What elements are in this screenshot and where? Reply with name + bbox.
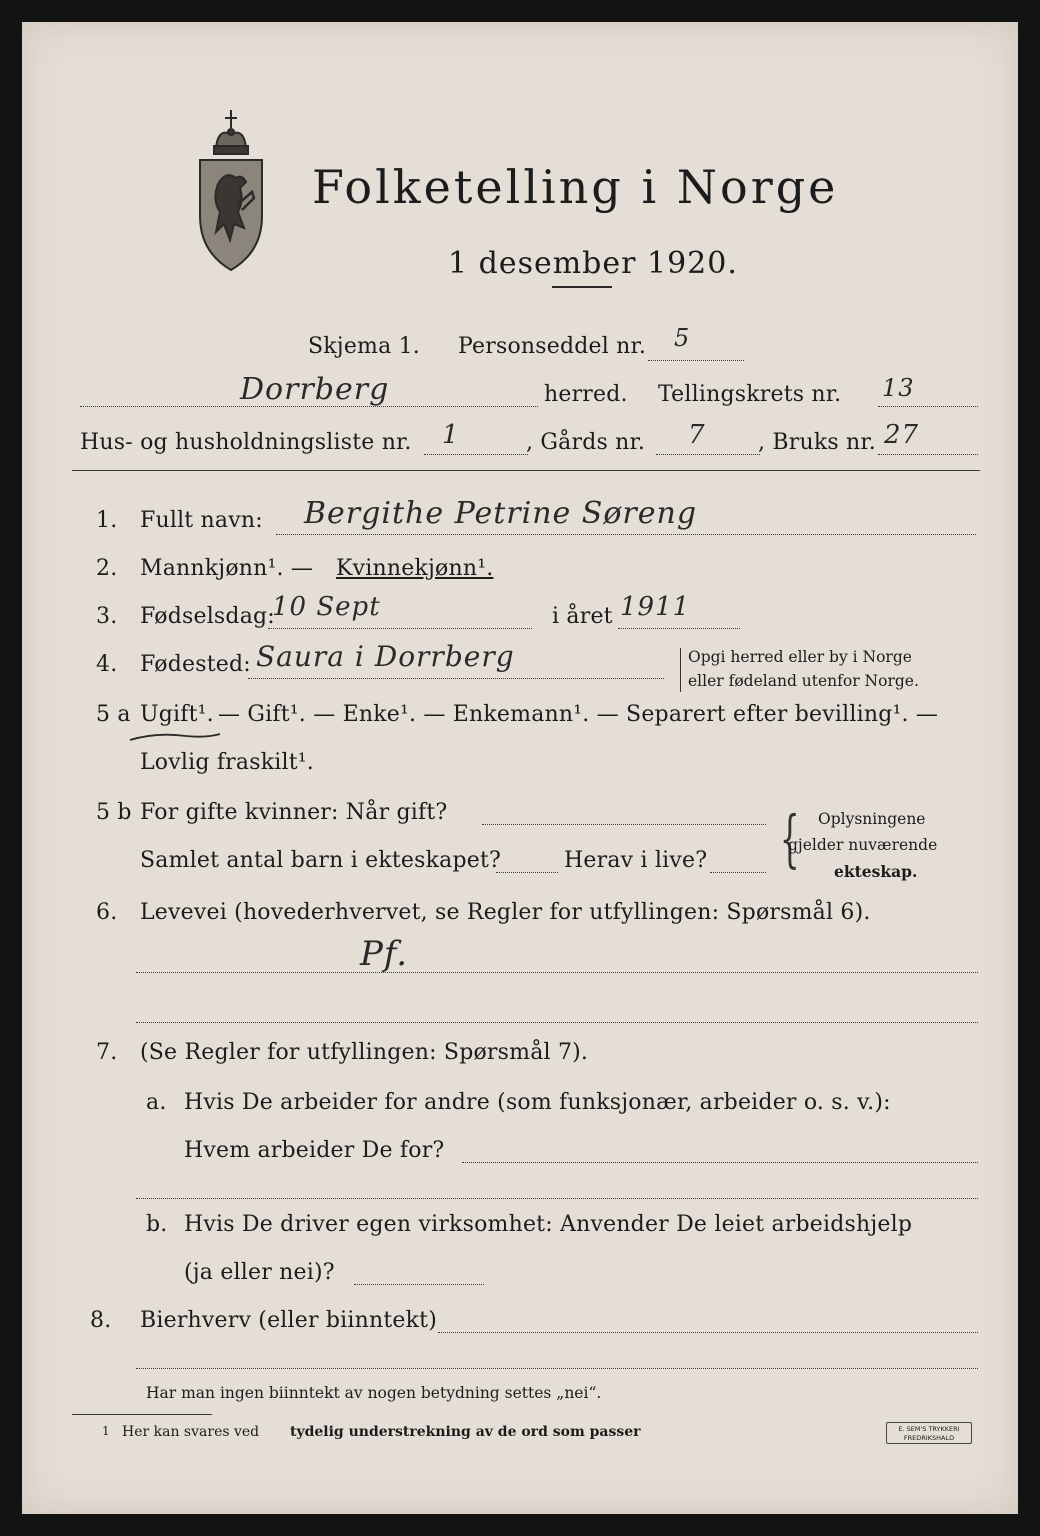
q7a-answer-line: [462, 1162, 978, 1163]
tellingskrets-line: [878, 406, 978, 407]
q4-number: 4.: [96, 652, 118, 677]
q5b-note-line2: gjelder nuværende: [788, 836, 938, 854]
q4-note-line1: Opgi herred eller by i Norge: [688, 648, 912, 666]
q7a-extra-line: [136, 1198, 978, 1199]
gender-male-option[interactable]: Mannkjønn¹. —: [140, 556, 314, 581]
q5b-children-label: Samlet antal barn i ekteskapet?: [140, 848, 502, 873]
q7b-letter: b.: [146, 1212, 168, 1237]
q5a-number: 5 a: [96, 702, 131, 727]
q6-label: Levevei (hovederhvervet, se Regler for utfyllingen: Spørsmål 6).: [140, 900, 871, 925]
footnote-text-plain: Her kan svares ved: [122, 1424, 260, 1440]
title-divider: [552, 286, 612, 288]
full-name-value[interactable]: Bergithe Petrine Søreng: [304, 496, 698, 531]
q8-label: Bierhverv (eller biinntekt): [140, 1308, 438, 1333]
underline-mark-icon: [126, 728, 226, 748]
footnote-text-bold: tydelig understrekning av de ord som passer: [290, 1424, 641, 1440]
q4-line: [248, 678, 664, 679]
q8-line1: [438, 1332, 978, 1333]
footnote-mark: 1: [102, 1424, 110, 1438]
q7a-line1: Hvis De arbeider for andre (som funksjonær, arbeider o. s. v.):: [184, 1090, 891, 1115]
q7b-line2: (ja eller nei)?: [184, 1260, 335, 1285]
q5b-number: 5 b: [96, 800, 132, 825]
q8-note: Har man ingen biinntekt av nogen betydning settes „nei“.: [146, 1384, 602, 1402]
q5b-note-line1: Oplysningene: [818, 810, 926, 828]
q2-number: 2.: [96, 556, 118, 581]
q7b-line1: Hvis De driver egen virksomhet: Anvender De leiet arbeidshjelp: [184, 1212, 913, 1237]
birthday-value[interactable]: 10 Sept: [272, 592, 381, 622]
q3-number: 3.: [96, 604, 118, 629]
q3-label: Fødselsdag:: [140, 604, 275, 629]
personseddel-value[interactable]: 5: [674, 324, 691, 352]
q1-line: [276, 534, 976, 535]
schema-label: Skjema 1.: [308, 334, 421, 359]
q5b-note-line3: ekteskap.: [834, 862, 918, 881]
personseddel-label: Personseddel nr.: [458, 334, 647, 359]
q5b-married-when-label: For gifte kvinner: Når gift?: [140, 800, 448, 825]
q7-number: 7.: [96, 1040, 118, 1065]
q6-number: 6.: [96, 900, 118, 925]
q5b-alive-line: [710, 872, 766, 873]
gards-line: [656, 454, 760, 455]
q3-year-label: i året: [552, 604, 613, 629]
gards-value[interactable]: 7: [688, 420, 706, 450]
q7-label: (Se Regler for utfyllingen: Spørsmål 7).: [140, 1040, 589, 1065]
printer-stamp: [886, 1422, 972, 1444]
bruks-value[interactable]: 27: [884, 420, 920, 450]
hus-value[interactable]: 1: [442, 420, 460, 450]
gards-label: , Gårds nr.: [526, 430, 646, 455]
form-title: Folketelling i Norge: [312, 160, 839, 214]
bruks-line: [878, 454, 978, 455]
printer-stamp-line1: E. SEM'S TRYKKERI: [898, 1425, 960, 1433]
civil-status-options[interactable]: — Gift¹. — Enke¹. — Enkemann¹. — Separert efter bevilling¹. —: [218, 702, 939, 727]
printer-stamp-line2: FREDRIKSHALD: [903, 1434, 955, 1442]
q3-year-line: [618, 628, 740, 629]
q5b-married-when-line: [482, 824, 766, 825]
tellingskrets-value[interactable]: 13: [882, 374, 915, 402]
q8-number: 8.: [90, 1308, 112, 1333]
herred-value[interactable]: Dorrberg: [240, 372, 390, 407]
birthplace-value[interactable]: Saura i Dorrberg: [256, 640, 515, 673]
q1-number: 1.: [96, 508, 118, 533]
hus-line: [424, 454, 528, 455]
coat-of-arms-icon: [190, 104, 272, 274]
q5b-children-line: [496, 872, 558, 873]
census-form: [22, 22, 1018, 1514]
gender-female-option[interactable]: Kvinnekjønn¹.: [336, 556, 494, 581]
herred-label: herred.: [544, 382, 628, 407]
q1-label: Fullt navn:: [140, 508, 263, 533]
header-rule: [72, 470, 980, 471]
civil-status-divorced-option[interactable]: Lovlig fraskilt¹.: [140, 750, 314, 775]
q3-line: [268, 628, 532, 629]
civil-status-unmarried-option[interactable]: Ugift¹.: [140, 702, 214, 727]
bruks-label: , Bruks nr.: [758, 430, 876, 455]
q8-line2: [136, 1368, 978, 1369]
footnote-rule: [72, 1414, 212, 1415]
q4-label: Fødested:: [140, 652, 251, 677]
q7a-line2: Hvem arbeider De for?: [184, 1138, 445, 1163]
q6-line1: [136, 972, 978, 973]
q6-line2: [136, 1022, 978, 1023]
birth-year-value[interactable]: 1911: [620, 592, 691, 622]
personseddel-line: [648, 360, 744, 361]
q7a-letter: a.: [146, 1090, 167, 1115]
occupation-value[interactable]: Pf.: [360, 934, 409, 974]
q4-note-line2: eller fødeland utenfor Norge.: [688, 672, 919, 690]
tellingskrets-label: Tellingskrets nr.: [658, 382, 842, 407]
q5b-brace: {: [779, 802, 800, 875]
q5b-alive-label: Herav i live?: [564, 848, 708, 873]
hus-label: Hus- og husholdningsliste nr.: [80, 430, 412, 455]
q4-brace: [680, 648, 681, 692]
q7b-answer-line: [354, 1284, 484, 1285]
form-date: 1 desember 1920.: [448, 246, 738, 281]
